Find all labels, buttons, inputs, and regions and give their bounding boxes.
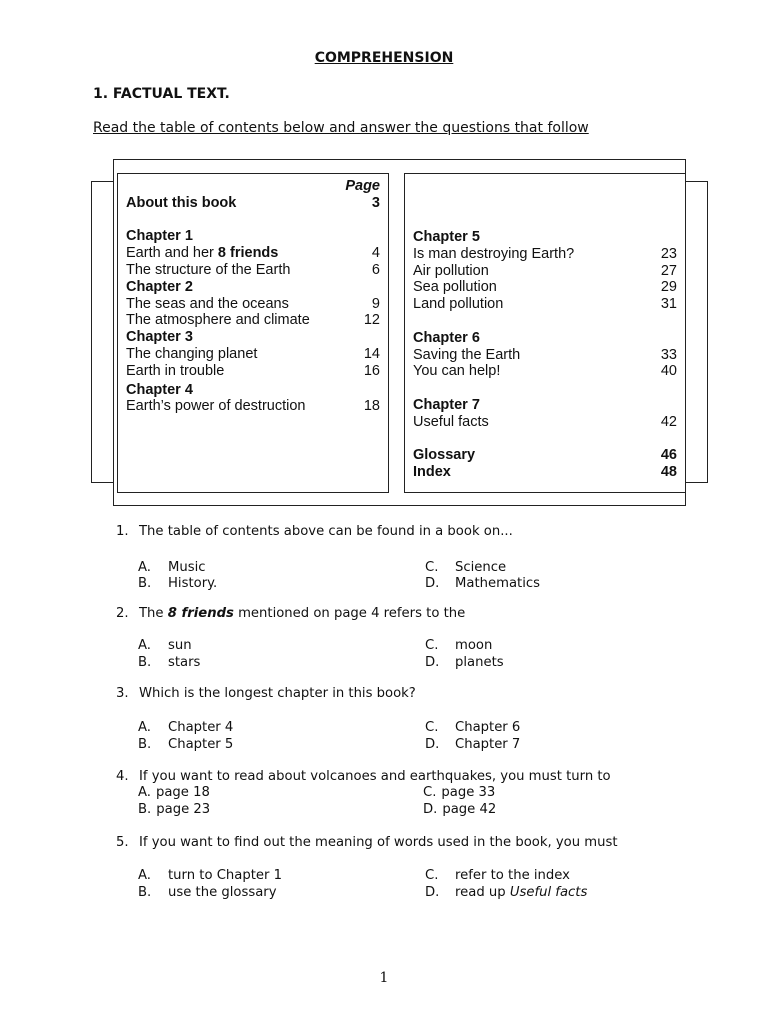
page-number: 1: [379, 970, 389, 986]
toc-entry: [126, 346, 380, 363]
toc-label: The seas and the oceans: [126, 295, 289, 312]
toc-entry: [126, 398, 380, 415]
toc-page-header: Page: [345, 178, 380, 194]
toc-label: Land pollution: [413, 296, 504, 313]
option-c[interactable]: C. Chapter 6: [425, 720, 521, 735]
toc-chapter-1-heading: Chapter 1: [126, 228, 193, 245]
option-a[interactable]: A. Chapter 4: [138, 720, 234, 735]
option-d[interactable]: D. Mathematics: [425, 576, 540, 591]
option-b[interactable]: B. page 23: [138, 802, 211, 817]
toc-label: Air pollution: [413, 262, 489, 279]
toc-page: 6: [371, 261, 380, 278]
toc-page: 18: [363, 398, 380, 415]
option-b[interactable]: B. Chapter 5: [138, 737, 234, 752]
toc-label: Earth and her 8 friends: [126, 245, 279, 262]
toc-page: 46: [660, 447, 677, 464]
toc-left-page: [117, 173, 389, 493]
option-b[interactable]: B. History.: [138, 576, 218, 591]
toc-label: The atmosphere and climate: [126, 312, 310, 329]
book-illustration: [91, 159, 708, 506]
toc-entry: [413, 263, 677, 280]
toc-entry: [126, 296, 380, 313]
option-b[interactable]: B. stars: [138, 655, 201, 670]
toc-chapter-6-heading: Chapter 6: [413, 329, 480, 346]
book-edge-right: [685, 181, 708, 483]
question-text: Which is the longest chapter in this book?: [139, 686, 416, 701]
toc-entry: [413, 246, 677, 263]
question-number: 1.: [116, 524, 129, 539]
toc-label: Useful facts: [413, 413, 489, 430]
question-text: If you want to read about volcanoes and earthquakes, you must turn to: [139, 769, 611, 784]
toc-page: 29: [660, 279, 677, 296]
question-text: The table of contents above can be found in a book on...: [139, 524, 513, 539]
toc-chapter-4-heading: Chapter 4: [126, 381, 193, 398]
instruction-text: Read the table of contents below and answer the questions that follow: [93, 120, 589, 136]
toc-chapter-7-heading: Chapter 7: [413, 396, 480, 413]
toc-right-list: [413, 229, 677, 481]
question-text: The 8 friends mentioned on page 4 refers to the: [139, 606, 466, 621]
toc-label: Index: [413, 464, 451, 481]
book-edge-left: [91, 181, 114, 483]
toc-chapter-3-heading: Chapter 3: [126, 329, 193, 346]
toc-page: 9: [371, 295, 380, 312]
option-a[interactable]: A. Music: [138, 560, 206, 575]
option-c[interactable]: C. Science: [425, 560, 507, 575]
toc-page: 16: [363, 362, 380, 379]
toc-entry: [413, 296, 677, 313]
toc-entry: [126, 312, 380, 329]
page-title: COMPREHENSION: [314, 50, 454, 66]
question-number: 3.: [116, 686, 129, 701]
option-d[interactable]: D. read up Useful facts: [425, 885, 588, 900]
toc-page: 4: [371, 245, 380, 262]
option-a[interactable]: A. page 18: [138, 785, 210, 800]
toc-label: The structure of the Earth: [126, 261, 291, 278]
option-d[interactable]: D. Chapter 7: [425, 737, 521, 752]
toc-page: 48: [660, 464, 677, 481]
toc-label: Sea pollution: [413, 279, 497, 296]
toc-right-page: [404, 173, 686, 493]
option-b[interactable]: B. use the glossary: [138, 885, 277, 900]
question-number: 5.: [116, 835, 129, 850]
option-a[interactable]: A. turn to Chapter 1: [138, 868, 283, 883]
toc-label: The changing planet: [126, 345, 258, 362]
toc-entry-about: [126, 195, 380, 212]
toc-page: 33: [660, 346, 677, 363]
toc-entry-index: [413, 464, 677, 481]
toc-entry: [126, 262, 380, 279]
toc-entry: [126, 245, 380, 262]
toc-entry: [413, 414, 677, 431]
option-a[interactable]: A. sun: [138, 638, 192, 653]
toc-entry: [413, 279, 677, 296]
option-d[interactable]: D. planets: [425, 655, 504, 670]
toc-chapter-5-heading: Chapter 5: [413, 229, 480, 245]
toc-label: Earth in trouble: [126, 362, 225, 379]
section-heading: 1. FACTUAL TEXT.: [93, 86, 230, 102]
toc-label: About this book: [126, 194, 237, 211]
option-d[interactable]: D. page 42: [423, 802, 497, 817]
option-c[interactable]: C. refer to the index: [425, 868, 570, 883]
toc-page: 27: [660, 262, 677, 279]
toc-label: You can help!: [413, 363, 501, 380]
question-number: 4.: [116, 769, 129, 784]
question-number: 2.: [116, 606, 129, 621]
question-text: If you want to find out the meaning of words used in the book, you must: [139, 835, 618, 850]
toc-page: 42: [660, 413, 677, 430]
toc-label: Saving the Earth: [413, 346, 521, 363]
toc-page: 31: [660, 296, 677, 313]
toc-label: Earth’s power of destruction: [126, 398, 306, 415]
toc-entry-glossary: [413, 447, 677, 464]
toc-left-list: [126, 178, 380, 415]
toc-emphasis: 8 friends: [217, 245, 279, 262]
toc-entry: [413, 363, 677, 380]
toc-page: 23: [660, 245, 677, 262]
toc-chapter-2-heading: Chapter 2: [126, 278, 193, 295]
toc-page: 12: [363, 312, 380, 329]
toc-label: Glossary: [413, 447, 476, 464]
toc-page: 14: [363, 345, 380, 362]
toc-label: Is man destroying Earth?: [413, 245, 575, 262]
toc-entry: [126, 363, 380, 380]
toc-page: 40: [660, 363, 677, 380]
option-c[interactable]: C. page 33: [423, 785, 496, 800]
toc-entry: [413, 347, 677, 364]
toc-page: 3: [371, 194, 380, 211]
option-c[interactable]: C. moon: [425, 638, 493, 653]
